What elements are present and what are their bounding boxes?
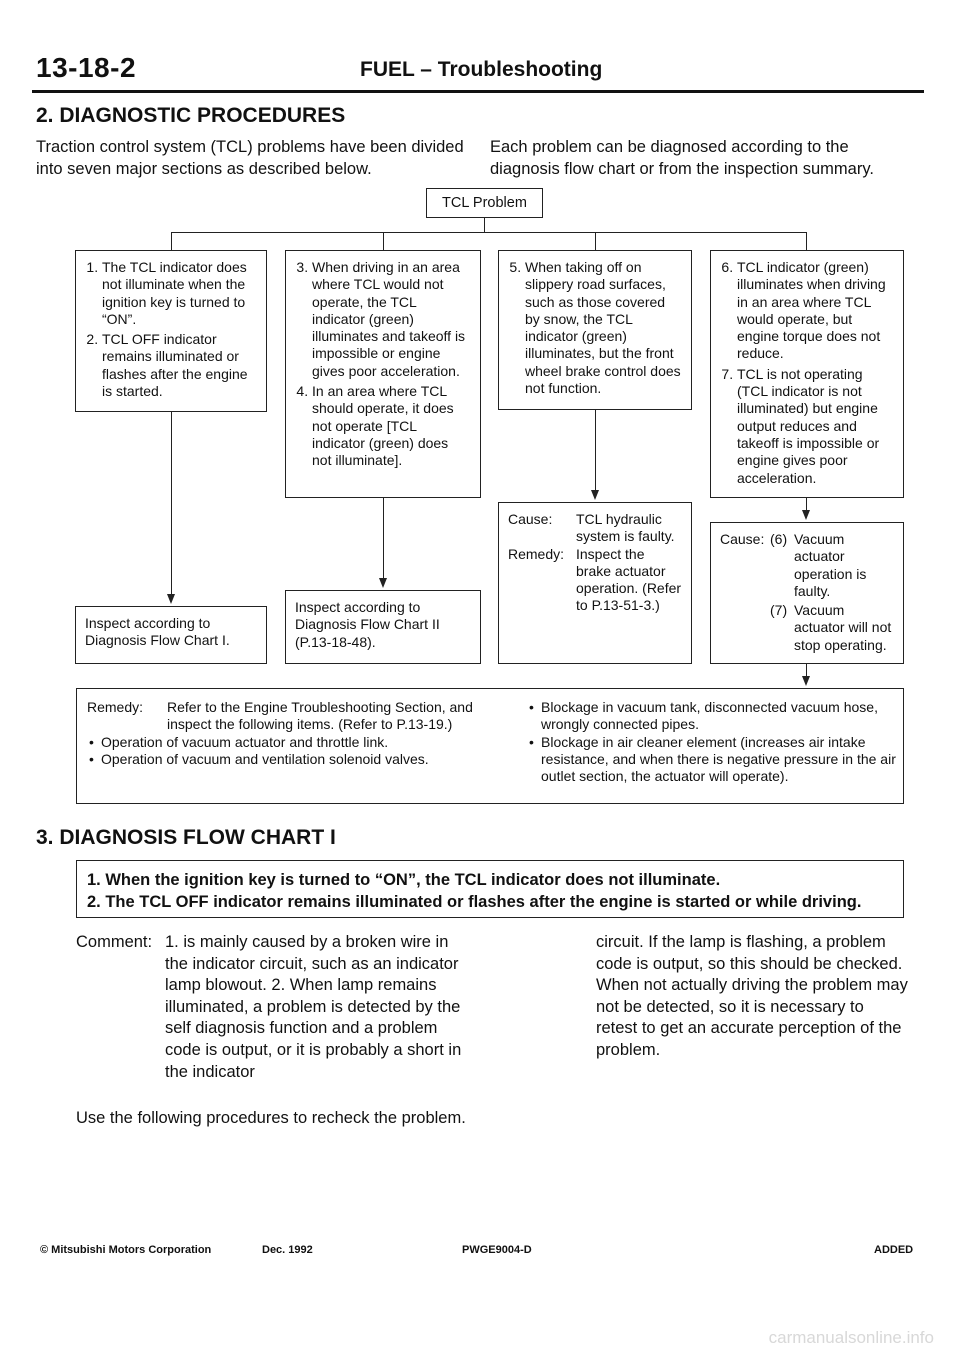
intro-right: Each problem can be diagnosed according to the diagnosis flow chart or from the inspection summary.	[490, 138, 874, 178]
down-arrow-icon	[802, 510, 810, 520]
down-arrow-icon	[802, 676, 810, 686]
remedy-text: Refer to the Engine Troubleshooting Section, and inspect the following items. (Refer to P.13-19.)	[167, 699, 473, 733]
remedy-bullet: • Blockage in vacuum tank, disconnected vacuum hose, wrongly connected pipes.	[541, 699, 897, 734]
cause-text: Vacuum actuator operation is faulty.	[794, 531, 867, 599]
problem-box-1	[75, 250, 267, 412]
cause-text: TCL hydraulic system is faulty.	[576, 511, 675, 545]
footer-status: ADDED	[874, 1244, 914, 1256]
connector	[383, 498, 384, 578]
remedy-text: Inspect the brake actuator operation. (Refer to P.13-51-3.)	[576, 545, 682, 614]
problem-item-2: 2. TCL OFF indicator remains illuminated or flashes after the engine is started.	[102, 331, 257, 400]
result-box-chart-2: Inspect according to Diagnosis Flow Chart II (P.13-18-48).	[285, 590, 481, 664]
footer-date: Dec. 1992	[262, 1244, 313, 1256]
connector	[484, 218, 485, 232]
problem-item-1: 1. The TCL indicator does not illuminate when the ignition key is turned to “ON”.	[102, 259, 257, 328]
conditions-box	[76, 860, 904, 918]
remedy-bullet: • Operation of vacuum and ventilation solenoid valves.	[101, 751, 487, 768]
down-arrow-icon	[379, 578, 387, 588]
footer-copyright: © Mitsubishi Motors Corporation	[40, 1244, 212, 1256]
down-arrow-icon	[167, 594, 175, 604]
root-problem-box: TCL Problem	[426, 188, 543, 218]
condition-item: 1. When the ignition key is turned to “ON”, the TCL indicator does not illuminate.	[87, 871, 721, 889]
connector	[595, 232, 596, 250]
remedy-box	[76, 688, 904, 804]
comment-left: 1. is mainly caused by a broken wire in the indicator circuit, such as an indicator lamp blowout. 2. When lamp remains illuminated, a problem is detected by the self diagnosis function and a problem code is output, or it is probably a short in the indicator	[165, 933, 462, 1081]
footer-code: PWGE9004-D	[462, 1244, 532, 1256]
problem-box-4	[710, 250, 904, 498]
condition-item: 2. The TCL OFF indicator remains illuminated or flashes after the engine is started or while driving.	[87, 893, 862, 911]
problem-box-2	[285, 250, 481, 498]
recheck-text: Use the following procedures to recheck the problem.	[76, 1109, 466, 1127]
remedy-bullet: • Operation of vacuum actuator and throttle link.	[101, 734, 487, 751]
cause-number: (7)	[770, 602, 788, 619]
remedy-bullet: • Blockage in air cleaner element (increases air intake resistance, and when there is negative pressure in the air outlet section, the actuator will operate).	[541, 734, 897, 786]
connector	[171, 412, 172, 594]
connector	[171, 232, 172, 250]
problem-item-7: 7. TCL is not operating (TCL indicator is not illuminated) but engine output reduces and takeoff is impossible or engine gives poor acceleration.	[737, 366, 894, 487]
cause-label: Cause:	[508, 511, 553, 527]
problem-item-6: 6. TCL indicator (green) illuminates when driving in an area where TCL would operate, but engine torque does not reduce.	[737, 259, 894, 363]
comment-right: circuit. If the lamp is flashing, a problem code is output, so this should be checked. When not actually driving the problem may not be detected, so it is necessary to retest to get an accurate perception of the problem.	[596, 933, 908, 1059]
section-2-title: 2. DIAGNOSTIC PROCEDURES	[36, 104, 346, 127]
header-rule	[32, 90, 924, 93]
section-3-title: 3. DIAGNOSIS FLOW CHART I	[36, 826, 336, 849]
cause-label: Cause:	[720, 531, 765, 547]
cause-box-3	[498, 502, 692, 664]
connector	[806, 498, 807, 510]
down-arrow-icon	[591, 490, 599, 500]
problem-item-5: 5. When taking off on slippery road surfaces, such as those covered by snow, the TCL indicator (green) illuminates, but the front wheel brake control does not function.	[525, 259, 682, 397]
cause-text: Vacuum actuator will not stop operating.	[794, 602, 892, 653]
problem-item-3: 3. When driving in an area where TCL would not operate, the TCL indicator (green) illuminates and takeoff is impossible or engine gives poor acceleration.	[312, 259, 471, 380]
connector	[383, 232, 384, 250]
remedy-label: Remedy:	[508, 545, 565, 562]
problem-box-3	[498, 250, 692, 410]
intro-left: Traction control system (TCL) problems have been divided into seven major sections as described below.	[36, 138, 464, 178]
remedy-label: Remedy:	[87, 699, 144, 715]
connector	[171, 232, 807, 233]
comment-label: Comment:	[76, 933, 153, 951]
cause-number: (6)	[770, 531, 788, 547]
cause-box-4	[710, 522, 904, 664]
page-number: 13-18-2	[36, 52, 137, 83]
connector	[595, 410, 596, 490]
result-box-chart-1: Inspect according to Diagnosis Flow Chart I.	[75, 606, 267, 664]
problem-item-4: 4. In an area where TCL should operate, it does not operate [TCL indicator (green) does not illuminate].	[312, 383, 471, 469]
watermark: carmanualsonline.info	[768, 1328, 934, 1347]
connector	[806, 664, 807, 676]
connector	[806, 232, 807, 250]
page-header-title: FUEL – Troubleshooting	[360, 58, 603, 81]
